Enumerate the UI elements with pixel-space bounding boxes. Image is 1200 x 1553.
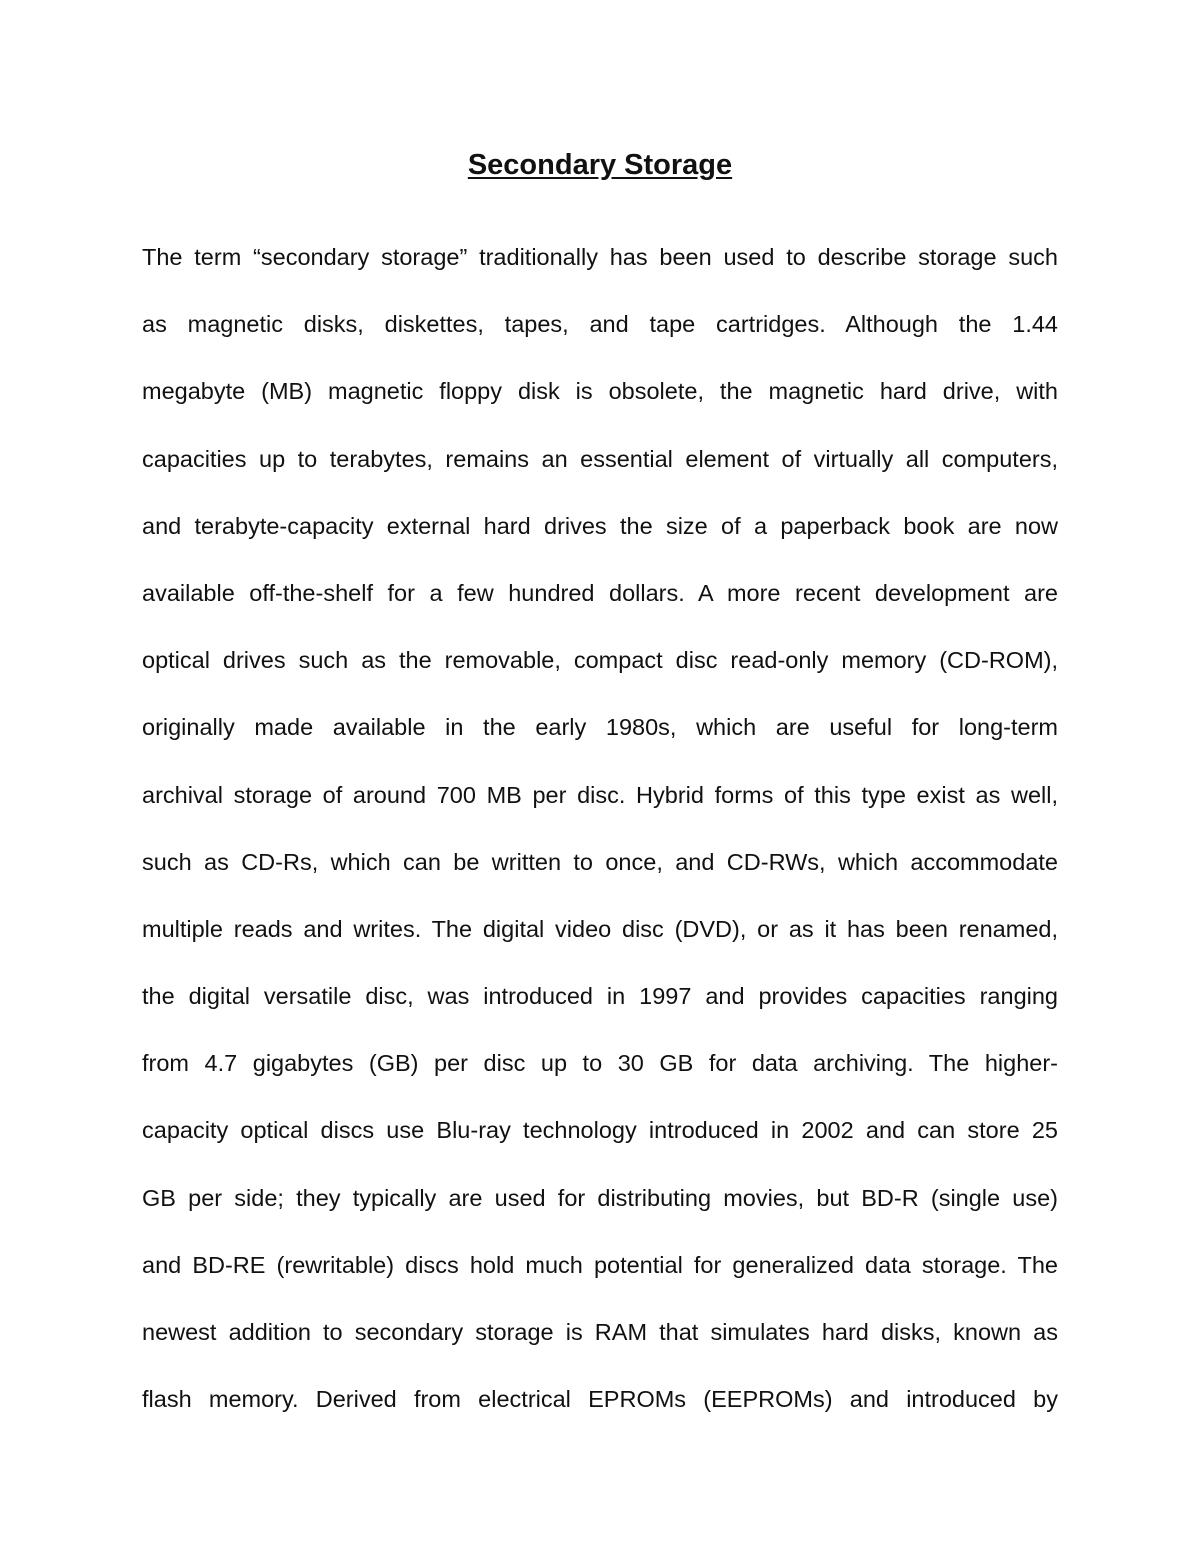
- paragraph-line: flash memory. Derived from electrical EPROMs (EEPROMs) and introduced by: [142, 1386, 1058, 1413]
- paragraph-line: multiple reads and writes. The digital video disc (DVD), or as it has been renamed,: [142, 915, 1058, 942]
- document-title: Secondary Storage: [467, 149, 733, 181]
- paragraph-line: capacities up to terabytes, remains an essential element of virtually all computers,: [142, 445, 1058, 472]
- paragraph-line: and terabyte-capacity external hard drives the size of a paperback book are now: [142, 512, 1058, 539]
- paragraph-line: from 4.7 gigabytes (GB) per disc up to 30 GB for data archiving. The higher-: [142, 1050, 1058, 1077]
- paragraph-line: megabyte (MB) magnetic floppy disk is obsolete, the magnetic hard drive, with: [142, 378, 1058, 405]
- paragraph-line: The term “secondary storage” traditionally has been used to describe storage such: [142, 244, 1058, 270]
- paragraph-line: available off-the-shelf for a few hundred dollars. A more recent development are: [142, 579, 1058, 606]
- paragraph-line: capacity optical discs use Blu-ray technology introduced in 2002 and can store 25: [142, 1117, 1058, 1144]
- paragraph-line: the digital versatile disc, was introduced in 1997 and provides capacities ranging: [142, 983, 1058, 1010]
- paragraph-line: GB per side; they typically are used for distributing movies, but BD-R (single use): [142, 1184, 1058, 1211]
- paragraph-line: archival storage of around 700 MB per disc. Hybrid forms of this type exist as well,: [142, 781, 1058, 808]
- paragraph-line: and BD-RE (rewritable) discs hold much potential for generalized data storage. The: [142, 1251, 1058, 1278]
- paragraph-line: as magnetic disks, diskettes, tapes, and tape cartridges. Although the 1.44: [142, 311, 1058, 338]
- paragraph-line: originally made available in the early 1980s, which are useful for long-term: [142, 714, 1058, 741]
- paragraph-line: such as CD-Rs, which can be written to once, and CD-RWs, which accommodate: [142, 848, 1058, 875]
- paragraph-line: optical drives such as the removable, compact disc read-only memory (CD-ROM),: [142, 647, 1058, 674]
- paragraph-line: newest addition to secondary storage is RAM that simulates hard disks, known as: [142, 1319, 1058, 1345]
- body-paragraph: [142, 235, 1058, 1444]
